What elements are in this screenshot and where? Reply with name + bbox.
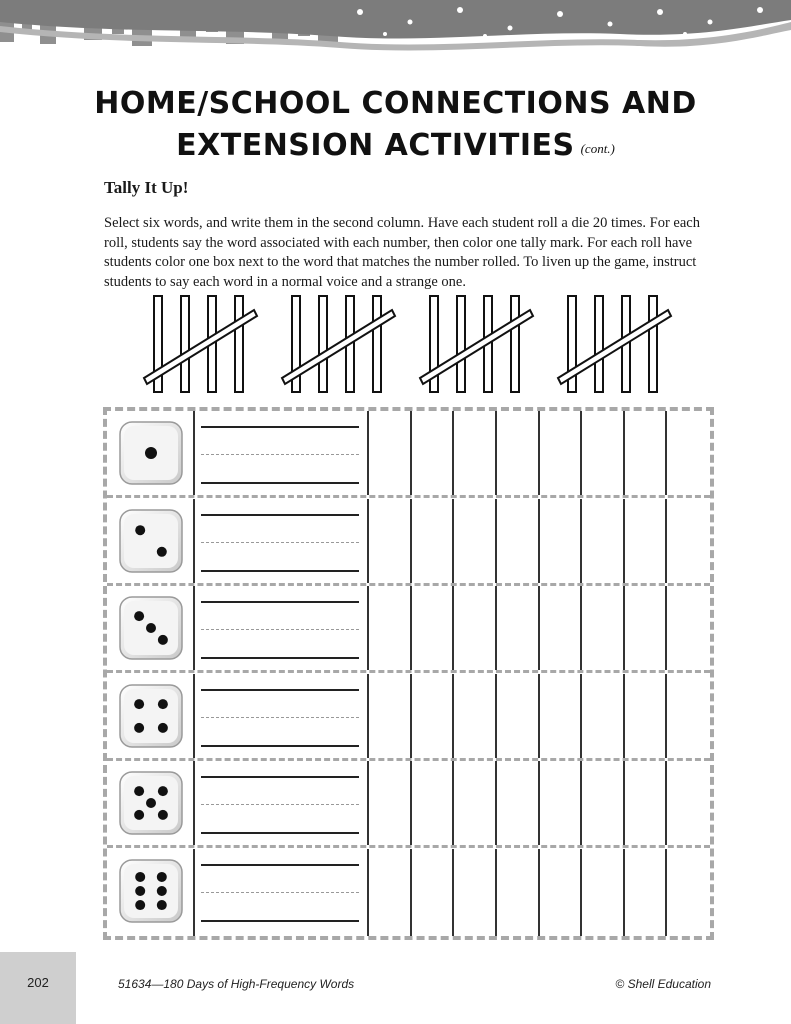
die-pip <box>158 722 168 732</box>
color-box[interactable] <box>454 411 497 495</box>
color-box[interactable] <box>582 411 625 495</box>
die-pip <box>134 611 144 621</box>
die-five-icon <box>118 770 184 836</box>
die-pip <box>134 810 144 820</box>
tally-group <box>420 296 533 392</box>
handwriting-line-bottom <box>201 745 359 747</box>
color-box[interactable] <box>497 674 540 758</box>
handwriting-line-mid <box>201 454 359 455</box>
tally-grid <box>103 407 714 940</box>
color-box[interactable] <box>497 586 540 670</box>
page-title-line-1: HOME/SCHOOL CONNECTIONS AND <box>94 86 697 121</box>
color-box[interactable] <box>582 586 625 670</box>
color-box[interactable] <box>667 674 710 758</box>
color-box[interactable] <box>582 761 625 845</box>
tally-mark <box>457 296 465 392</box>
die-one-icon <box>118 420 184 486</box>
handwriting-line-mid <box>201 804 359 805</box>
color-box[interactable] <box>412 499 455 583</box>
die-pip <box>145 447 157 459</box>
tally-mark <box>511 296 519 392</box>
color-box[interactable] <box>540 586 583 670</box>
page-number: 202 <box>27 975 49 990</box>
grid-row <box>107 586 710 673</box>
handwriting-line-bottom <box>201 570 359 572</box>
color-box[interactable] <box>369 849 412 936</box>
color-box[interactable] <box>369 411 412 495</box>
color-box[interactable] <box>369 499 412 583</box>
color-box[interactable] <box>625 586 668 670</box>
die-cell <box>107 849 195 936</box>
color-box[interactable] <box>625 411 668 495</box>
die-pip <box>146 798 156 808</box>
color-box[interactable] <box>369 761 412 845</box>
die-pip <box>158 810 168 820</box>
color-box[interactable] <box>625 499 668 583</box>
color-box[interactable] <box>667 499 710 583</box>
color-box[interactable] <box>454 761 497 845</box>
tally-marks-illustration <box>130 292 690 398</box>
color-box[interactable] <box>369 586 412 670</box>
die-pip <box>157 546 167 556</box>
die-three-icon <box>118 595 184 661</box>
word-writing-cell[interactable] <box>193 499 369 583</box>
die-pip <box>135 871 145 881</box>
die-pip <box>158 635 168 645</box>
color-box[interactable] <box>454 499 497 583</box>
grid-row <box>107 499 710 586</box>
decorative-banner <box>0 0 791 60</box>
color-box[interactable] <box>497 499 540 583</box>
die-cell <box>107 674 195 758</box>
color-box[interactable] <box>625 761 668 845</box>
grid-row <box>107 761 710 848</box>
die-cell <box>107 499 195 583</box>
die-two-icon <box>118 508 184 574</box>
handwriting-line-top <box>201 776 359 778</box>
activity-heading: Tally It Up! <box>104 178 189 197</box>
color-box[interactable] <box>667 849 710 936</box>
die-pip <box>158 699 168 709</box>
color-box[interactable] <box>667 586 710 670</box>
color-box[interactable] <box>497 411 540 495</box>
grid-row <box>107 411 710 498</box>
word-writing-cell[interactable] <box>193 411 369 495</box>
page-title-line-2-text: EXTENSION ACTIVITIES <box>176 128 575 163</box>
tally-mark <box>319 296 327 392</box>
die-cell <box>107 586 195 670</box>
tally-mark <box>649 296 657 392</box>
tally-group <box>282 296 395 392</box>
die-cell <box>107 761 195 845</box>
color-box[interactable] <box>412 411 455 495</box>
handwriting-line-top <box>201 601 359 603</box>
color-box[interactable] <box>582 674 625 758</box>
color-box[interactable] <box>454 586 497 670</box>
color-box[interactable] <box>497 849 540 936</box>
color-box[interactable] <box>454 849 497 936</box>
handwriting-line-top <box>201 426 359 428</box>
handwriting-line-top <box>201 864 359 866</box>
color-box[interactable] <box>540 849 583 936</box>
grid-row <box>107 849 710 936</box>
footer-publisher: © Shell Education <box>615 977 711 991</box>
color-box[interactable] <box>540 674 583 758</box>
die-pip <box>135 886 145 896</box>
color-box[interactable] <box>582 849 625 936</box>
die-cell <box>107 411 195 495</box>
die-pip <box>135 525 145 535</box>
die-pip <box>134 699 144 709</box>
color-box[interactable] <box>625 674 668 758</box>
handwriting-line-bottom <box>201 657 359 659</box>
tally-mark <box>373 296 381 392</box>
handwriting-line-bottom <box>201 920 359 922</box>
die-four-icon <box>118 683 184 749</box>
handwriting-line-top <box>201 514 359 516</box>
die-pip <box>146 623 156 633</box>
word-writing-cell[interactable] <box>193 674 369 758</box>
tally-mark <box>181 296 189 392</box>
grid-row <box>107 674 710 761</box>
die-pip <box>134 722 144 732</box>
die-pip <box>134 786 144 796</box>
color-box[interactable] <box>497 761 540 845</box>
handwriting-line-mid <box>201 629 359 630</box>
die-pip <box>157 871 167 881</box>
color-box[interactable] <box>625 849 668 936</box>
color-box[interactable] <box>412 674 455 758</box>
die-six-icon <box>118 858 184 924</box>
color-box[interactable] <box>540 499 583 583</box>
title-continued-label: (cont.) <box>580 141 615 156</box>
handwriting-line-mid <box>201 542 359 543</box>
word-writing-cell[interactable] <box>193 761 369 845</box>
color-box[interactable] <box>540 761 583 845</box>
color-box[interactable] <box>454 674 497 758</box>
color-box[interactable] <box>412 761 455 845</box>
color-box[interactable] <box>412 849 455 936</box>
color-box[interactable] <box>540 411 583 495</box>
color-box[interactable] <box>667 761 710 845</box>
page-title-line-2 <box>0 128 791 163</box>
footer-series-title: 51634—180 Days of High-Frequency Words <box>118 977 355 991</box>
word-writing-cell[interactable] <box>193 849 369 936</box>
word-writing-cell[interactable] <box>193 586 369 670</box>
color-box[interactable] <box>369 674 412 758</box>
handwriting-line-mid <box>201 717 359 718</box>
die-pip <box>135 900 145 910</box>
die-pip <box>158 786 168 796</box>
tally-mark <box>235 296 243 392</box>
activity-instructions: Select six words, and write them in the second column. Have each student roll a die 20 times. For each roll, students say the word associated with each number, then color one tally mark. For each roll have students color one box next to the word that matches the number rolled. To liven up the game, instruct students to say each word in a normal voice and a strange one. <box>104 215 700 290</box>
color-box[interactable] <box>412 586 455 670</box>
handwriting-line-bottom <box>201 832 359 834</box>
handwriting-line-bottom <box>201 482 359 484</box>
color-box[interactable] <box>582 499 625 583</box>
die-pip <box>157 900 167 910</box>
handwriting-line-mid <box>201 892 359 893</box>
die-pip <box>157 886 167 896</box>
tally-group <box>144 296 257 392</box>
tally-mark <box>595 296 603 392</box>
tally-group <box>558 296 671 392</box>
color-box[interactable] <box>667 411 710 495</box>
handwriting-line-top <box>201 689 359 691</box>
